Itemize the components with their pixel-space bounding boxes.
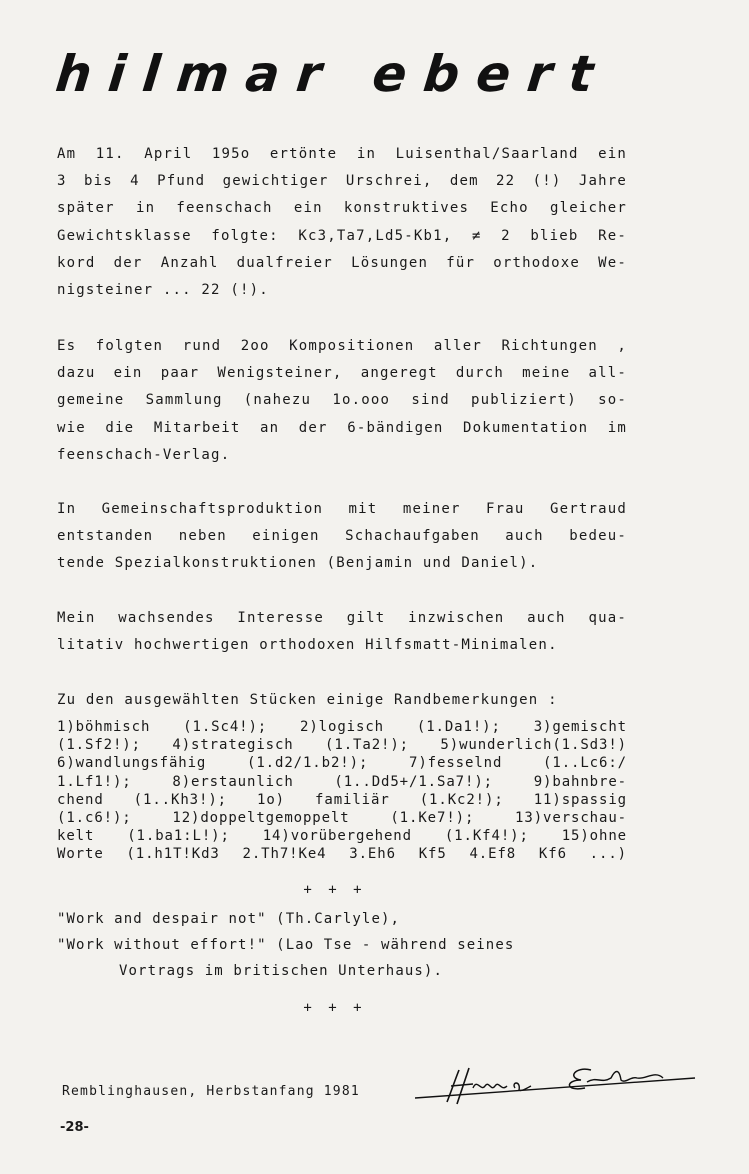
text-line: kord der Anzahl dualfreier Lösungen für orthodoxe We- xyxy=(57,254,627,271)
list-item: Worte (1.h1T!Kd3 2.Th7!Ke4 3.Eh6 Kf5 4.Ef8 Kf6 ...) xyxy=(57,846,627,863)
text-line: dazu ein paar Wenigsteiner, angeregt durch meine all- xyxy=(57,365,627,382)
text-line: Gewichtsklasse folgte: Kc3,Ta7,Ld5-Kb1, ≠ 2 blieb Re- xyxy=(57,227,627,244)
list-item: chend (1..Kh3!); 1o) familiär (1.Kc2!); 11)spassig xyxy=(57,791,627,808)
separator: + + + xyxy=(303,882,366,898)
quote-line: Vortrags im britischen Unterhaus). xyxy=(119,963,443,979)
text-line: litativ hochwertigen orthodoxen Hilfsmatt-Minimalen. xyxy=(57,637,558,654)
text-line: Es folgten rund 2oo Kompositionen aller Richtungen , xyxy=(57,338,627,354)
page-number: -28- xyxy=(60,1120,89,1135)
text-line: gemeine Sammlung (nahezu 1o.ooo sind publiziert) so- xyxy=(57,392,627,409)
separator: + + + xyxy=(303,1000,366,1016)
text-line: wie die Mitarbeit an der 6-bändigen Dokumentation im xyxy=(57,419,627,436)
text-line: feenschach-Verlag. xyxy=(57,446,231,463)
quote-line: "Work and despair not" (Th.Carlyle), xyxy=(57,911,401,927)
text-line: entstanden neben einigen Schachaufgaben auch bedeu- xyxy=(57,528,627,545)
text-line: tende Spezialkonstruktionen (Benjamin und Daniel). xyxy=(57,555,539,572)
paragraph-biography xyxy=(57,141,627,304)
list-item: 1.Lf1!); 8)erstaunlich (1..Dd5+/1.Sa7!); 9)bahnbre- xyxy=(57,773,627,790)
text-line: später in feenschach ein konstruktives Echo gleicher xyxy=(57,200,627,217)
place-date: Remblinghausen, Herbstanfang 1981 xyxy=(62,1084,360,1099)
text-line: Zu den ausgewählten Stücken einige Randbemerkungen : xyxy=(57,692,558,708)
list-item: (1.Sf2!); 4)strategisch (1.Ta2!); 5)wunderlich(1.Sd3!) xyxy=(57,737,627,754)
signature-image xyxy=(415,1058,705,1108)
paragraph-interest xyxy=(57,605,627,659)
quote-line: "Work without effort!" (Lao Tse - während seines xyxy=(57,937,515,953)
text-line: In Gemeinschaftsproduktion mit meiner Frau Gertraud xyxy=(57,501,627,517)
quotes-block xyxy=(57,906,627,984)
list-item: 6)wandlungsfähig (1.d2/1.b2!); 7)fesselnd (1..Lc6:/ xyxy=(57,755,627,772)
text-line: Am 11. April 195o ertönte in Luisenthal/Saarland ein xyxy=(57,146,627,162)
paragraph-collaboration xyxy=(57,496,627,578)
text-line: nigsteiner ... 22 (!). xyxy=(57,281,269,298)
page-title: hilmar ebert xyxy=(52,45,614,103)
remarks-list xyxy=(57,718,627,864)
list-item: kelt (1.ba1:L!); 14)vorübergehend (1.Kf4!); 15)ohne xyxy=(57,828,627,845)
list-item: 1)böhmisch (1.Sc4!); 2)logisch (1.Da1!); 3)gemischt xyxy=(57,719,627,735)
text-line: 3 bis 4 Pfund gewichtiger Urschrei, dem 22 (!) Jahre xyxy=(57,173,627,190)
text-line: Mein wachsendes Interesse gilt inzwischen auch qua- xyxy=(57,610,627,626)
paragraph-compositions xyxy=(57,333,627,469)
list-item: (1.c6!); 12)doppeltgemoppelt (1.Ke7!); 13)verschau- xyxy=(57,809,627,826)
paragraph-remarks-intro xyxy=(57,687,627,714)
